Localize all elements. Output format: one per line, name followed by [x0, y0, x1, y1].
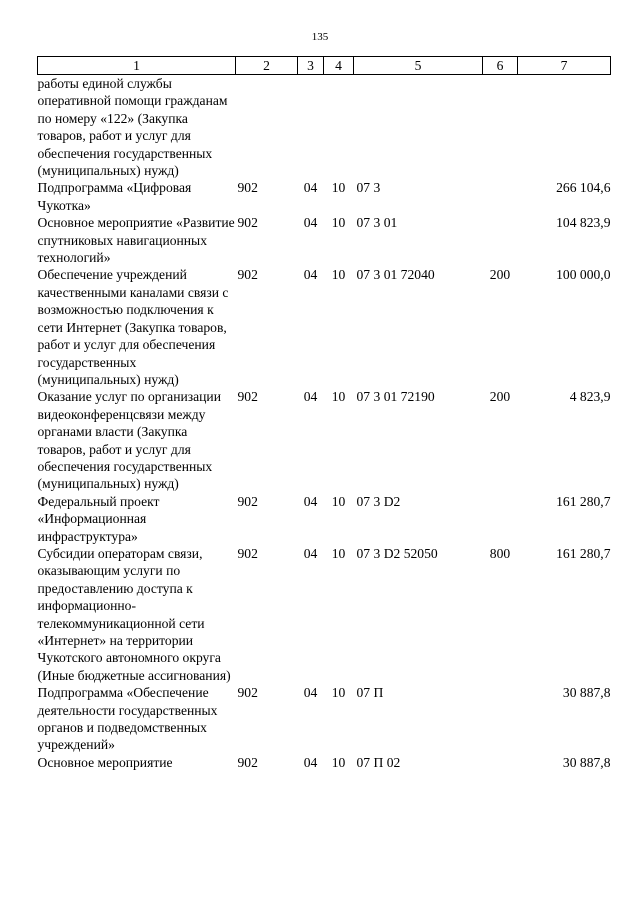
row-subsection [324, 75, 354, 180]
row-expense-type: 200 [489, 267, 511, 283]
row-amount: 161 280,7 [556, 493, 611, 509]
row-grbs: 902 [237, 180, 258, 196]
header-col-5: 5 [354, 57, 483, 75]
row-grbs: 902 [237, 215, 258, 231]
table-body [38, 75, 611, 772]
row-section: 04 [303, 493, 318, 509]
row-expense-type [483, 493, 518, 545]
table-row [38, 388, 611, 492]
row-subsection: 10 [331, 389, 346, 405]
row-grbs: 902 [237, 545, 258, 561]
row-section: 04 [303, 215, 318, 231]
row-amount: 100 000,0 [556, 267, 611, 283]
table-row [38, 684, 611, 754]
row-expense-type [483, 214, 518, 266]
row-name: Подпрограмма «Цифровая Чукотка» [37, 180, 192, 213]
header-row [38, 57, 611, 75]
row-subsection: 10 [331, 180, 346, 196]
row-name: Основное мероприятие [37, 754, 173, 770]
row-target-article: 07 3 [356, 180, 381, 196]
table-row [38, 493, 611, 545]
table-row [38, 754, 611, 771]
row-subsection: 10 [331, 493, 346, 509]
row-grbs [236, 75, 298, 180]
header-col-4: 4 [324, 57, 354, 75]
header-col-7: 7 [518, 57, 611, 75]
row-amount: 161 280,7 [556, 545, 611, 561]
row-target-article: 07 3 01 72040 [356, 267, 435, 283]
row-target-article: 07 3 01 [356, 215, 398, 231]
row-grbs: 902 [237, 754, 258, 770]
row-section: 04 [303, 754, 318, 770]
row-amount: 30 887,8 [562, 754, 611, 770]
row-subsection: 10 [331, 215, 346, 231]
budget-table [37, 56, 611, 771]
table-row [38, 75, 611, 180]
row-section: 04 [303, 267, 318, 283]
row-subsection: 10 [331, 267, 346, 283]
row-grbs: 902 [237, 267, 258, 283]
row-expense-type [483, 75, 518, 180]
row-grbs: 902 [237, 493, 258, 509]
page-number: 135 [311, 31, 329, 43]
row-section: 04 [303, 545, 318, 561]
row-subsection: 10 [331, 754, 346, 770]
row-subsection: 10 [331, 545, 346, 561]
row-name: работы единой службы оперативной помощи гражданам по номеру «122» (Закупка товаров, работ и услуг для обеспечения государственных (муниципальных) нужд) [37, 76, 228, 179]
row-amount: 104 823,9 [556, 215, 611, 231]
row-section: 04 [303, 389, 318, 405]
row-name: Обеспечение учреждений качественными каналами связи с возможностью подключения к сети Интернет (Закупка товаров, работ и услуг для обеспечения государственных (муниципальных) нужд) [37, 267, 229, 387]
row-target-article: 07 3 D2 52050 [356, 545, 438, 561]
row-target-article: 07 3 01 72190 [356, 389, 435, 405]
table-row [38, 214, 611, 266]
row-subsection: 10 [331, 685, 346, 701]
row-section: 04 [303, 180, 318, 196]
row-name: Оказание услуг по организации видеоконференцсвязи между органами власти (Закупка товаров, работ и услуг для обеспечения государственных (муниципальных) нужд) [37, 389, 221, 492]
table-row [38, 179, 611, 214]
row-target-article [354, 75, 483, 180]
header-col-1: 1 [38, 57, 236, 75]
table-row [38, 545, 611, 684]
row-name: Основное мероприятие «Развитие спутниковых навигационных технологий» [37, 215, 235, 266]
row-target-article: 07 П [356, 685, 384, 701]
row-expense-type [483, 179, 518, 214]
row-amount: 30 887,8 [562, 685, 611, 701]
row-expense-type: 200 [489, 389, 511, 405]
row-expense-type [483, 684, 518, 754]
row-section [298, 75, 324, 180]
row-name: Субсидии операторам связи, оказывающим услуги по предоставлению доступа к информационно-телекоммуникационной сети «Интернет» на территории Чукотского автономного округа (Иные бюджетные ассигнования) [37, 545, 231, 683]
row-name: Федеральный проект «Информационная инфраструктура» [37, 493, 160, 544]
header-col-2: 2 [236, 57, 298, 75]
row-amount [518, 75, 611, 180]
row-amount: 4 823,9 [569, 389, 611, 405]
table-row [38, 266, 611, 388]
header-col-3: 3 [298, 57, 324, 75]
table-header [38, 57, 611, 75]
row-expense-type [483, 754, 518, 771]
row-grbs: 902 [237, 389, 258, 405]
header-col-6: 6 [483, 57, 518, 75]
row-target-article: 07 П 02 [356, 754, 401, 770]
row-section: 04 [303, 685, 318, 701]
row-grbs: 902 [237, 685, 258, 701]
row-amount: 266 104,6 [556, 180, 611, 196]
row-target-article: 07 3 D2 [356, 493, 401, 509]
row-name: Подпрограмма «Обеспечение деятельности государственных органов и подведомственных учреждений» [37, 685, 218, 753]
row-expense-type: 800 [489, 545, 511, 561]
